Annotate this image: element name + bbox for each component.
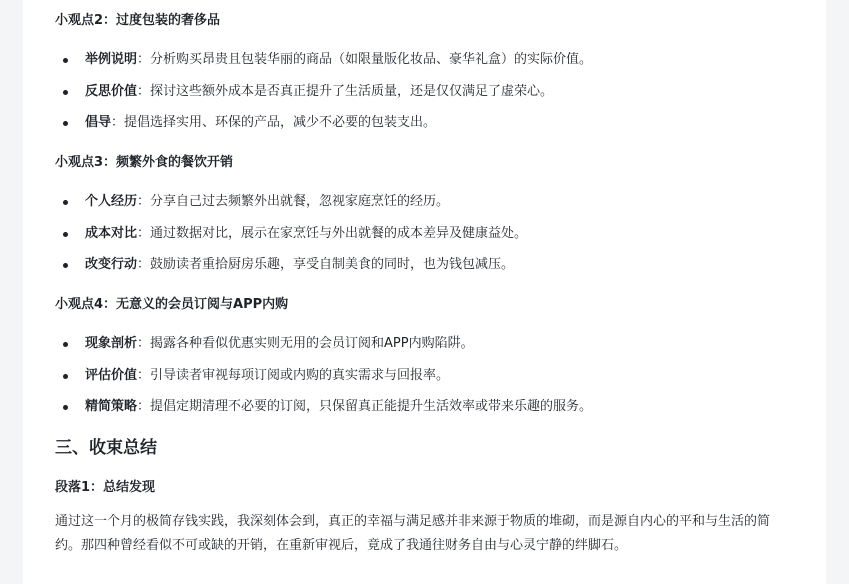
list-item [85,256,514,274]
list-item-text: 探讨这些额外成本是否真正提升了生活质量，还是仅仅满足了虚荣心。 [150,84,554,99]
bullet-dot-icon [63,374,68,379]
list-item [85,114,436,132]
list-item-label: 反思价值 [85,84,138,99]
bullet-dot-icon [63,121,68,126]
list-item-text: 鼓励读者重拾厨房乐趣，享受自制美食的同时，也为钱包减压。 [150,257,515,272]
list-item-colon: ： [111,115,125,130]
subpoint-heading: 小观点4：无意义的会员订阅与APP内购 [55,297,289,312]
list-item [85,83,553,101]
list-item-label: 倡导 [85,115,112,130]
list-item [85,51,592,69]
list-item-label: 个人经历 [85,194,138,209]
bullet-dot-icon [63,263,68,268]
list-item-text: 引导读者审视每项订阅或内购的真实需求与回报率。 [150,368,450,383]
list-item-colon: ： [137,336,151,351]
list-item-label: 评估价值 [85,368,138,383]
list-item [85,398,592,416]
subpoint-heading: 小观点3：频繁外食的餐饮开销 [55,155,234,170]
section-title: 三、收束总结 [55,438,157,458]
list-item-text: 通过数据对比，展示在家烹饪与外出就餐的成本差异及健康益处。 [150,226,528,241]
bullet-dot-icon [63,232,68,237]
document-card [23,0,826,584]
list-item-label: 成本对比 [85,226,138,241]
list-item [85,225,527,243]
list-item-colon: ： [137,226,151,241]
bullet-dot-icon [63,342,68,347]
list-item-colon: ： [137,194,151,209]
list-item-colon: ： [137,52,151,67]
list-item-label: 改变行动 [85,257,138,272]
list-item [85,193,449,211]
list-item-colon: ： [137,257,151,272]
subpoint-heading: 小观点2：过度包装的奢侈品 [55,13,221,28]
bullet-dot-icon [63,90,68,95]
bullet-dot-icon [63,58,68,63]
list-item-colon: ： [137,368,151,383]
list-item-colon: ： [137,84,151,99]
list-item-label: 现象剖析 [85,336,138,351]
list-item-text: 分享自己过去频繁外出就餐，忽视家庭烹饪的经历。 [150,194,450,209]
conclusion-paragraph: 通过这一个月的极简存钱实践，我深刻体会到，真正的幸福与满足感并非来源于物质的堆砌，而是源自内心的平和与生活的简约。那四种曾经看似不可或缺的开销，在重新审视后，竟成了我通往财务自由与心灵宁静的绊脚石。 [55,514,771,553]
list-item-text: 分析购买昂贵且包装华丽的商品（如限量版化妆品、豪华礼盒）的实际价值。 [150,52,593,67]
paragraph-heading: 段落1：总结发现 [55,480,156,495]
list-item [85,335,474,353]
list-item-text: 揭露各种看似优惠实则无用的会员订阅和APP内购陷阱。 [150,336,474,351]
list-item-label: 举例说明 [85,52,138,67]
list-item-colon: ： [137,399,151,414]
bullet-dot-icon [63,405,68,410]
list-item-text: 提倡选择实用、环保的产品，减少不必要的包装支出。 [124,115,437,130]
list-item-label: 精简策略 [85,399,138,414]
list-item-text: 提倡定期清理不必要的订阅，只保留真正能提升生活效率或带来乐趣的服务。 [150,399,593,414]
list-item [85,367,449,385]
bullet-dot-icon [63,200,68,205]
